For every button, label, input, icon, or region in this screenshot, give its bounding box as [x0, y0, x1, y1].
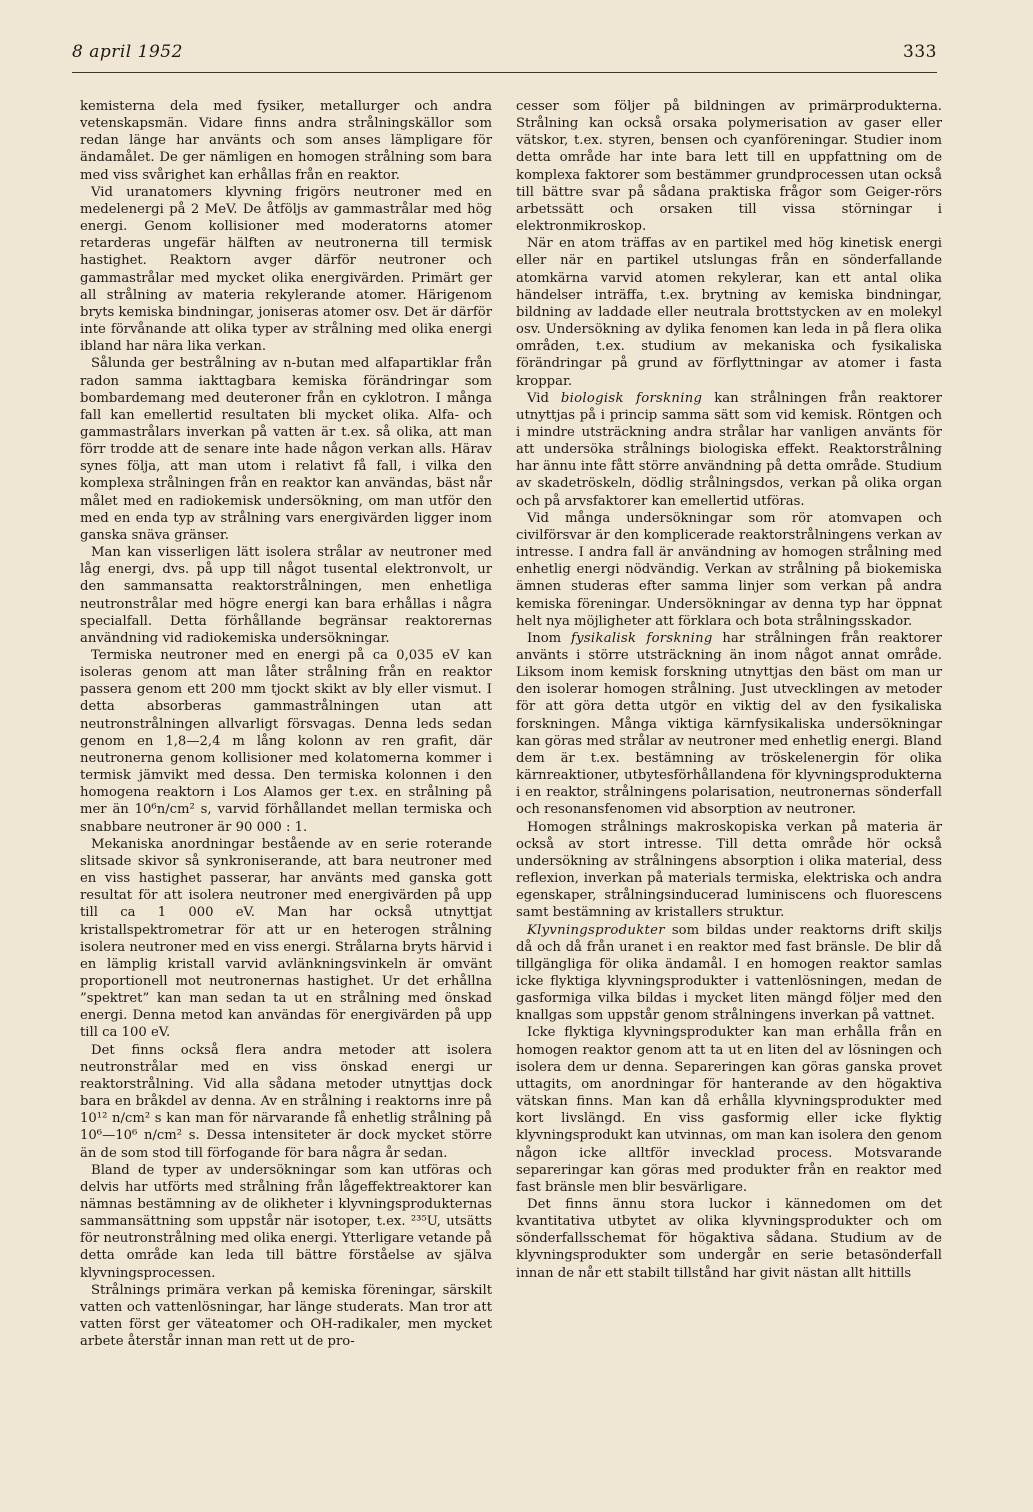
paragraph: Sålunda ger bestrålning av n-butan med alfapartiklar från radon samma iakttagbara kemiska förändringar som bombardemang med deuteroner från en cyklotron. I många fall kan emellertid resultaten bli mycket olika. Alfa- och gammastrålars inverkan på vatten är t.ex. så olika, att man förr trodde att de senare inte hade någon verkan alls. Härav synes följa, att man utom i relativt få fall, i vilka den komplexa strålningen från en reaktor kan användas, bäst når målet med en radiokemisk undersökning, om man utför den med en enda typ av strålning vars energivärden ligger inom ganska snäva gränser.: [80, 356, 492, 543]
paragraph: Det finns också flera andra metoder att isolera neutronstrålar med en viss önskad energi ur reaktorstrålning. Vid alla sådana metoder utnyttjas dock bara en bråkdel av denna. Av en strålning i reaktorns inre på 10¹² n/cm² s kan man för närvarande få enhetlig strålning på 10⁶—10⁶ n/cm² s. Dessa intensiteter är dock mycket större än de som stod till förfogande för bara några år sedan.: [80, 1042, 492, 1161]
paragraph: cesser som följer på bildningen av primärprodukterna. Strålning kan också orsaka polymerisation av gaser eller vätskor, t.ex. styren, bensen och cyanföreningar. Studier inom detta område har inte bara lett till en uppfattning om de komplexa faktorer som bestämmer grundprocessen utan också till bättre svar på sådana praktiska frågor som Geiger-rörs arbetssätt och orsaken till vissa störningar i elektronmikroskop.: [516, 99, 942, 235]
page-header: [72, 42, 937, 73]
paragraph-body: som bildas under reaktorns drift skiljs då och då från uranet i en reaktor med fast bränsle. De blir då tillgängliga för olika ändamål. I en homogen reaktor samlas icke flyktiga klyvningsprodukter i vattenlösningen, medan de gasformiga vilka bildas i mycket liten mängd följer med den knallgas som uppstår genom strålningens inverkan på vattnet.: [516, 922, 942, 1024]
paragraph: Vid uranatomers klyvning frigörs neutroner med en medelenergi på 2 MeV. De åtföljs av gammastrålar med hög energi. Genom kollisioner med moderatorns atomer retarderas ungefär hälften av neutronerna till termisk hastighet. Reaktorn avger därför neutroner och gammastrålar med mycket olika energivärden. Primärt ger all strålning av materia rekylerande atomer. Härigenom bryts kemiska bindningar, joniseras atomer osv. Det är därför inte förvånande att olika typer av strålning med olika energi ibland har nära lika verkan.: [80, 184, 492, 355]
left-column: [80, 98, 492, 1350]
paragraph-klyvningsprodukter: [516, 922, 942, 1025]
issue-date: 8 april 1952: [72, 42, 183, 62]
italic-term: Klyvningsprodukter: [527, 922, 665, 938]
paragraph-lead: Inom: [527, 630, 571, 646]
paragraph: kemisterna dela med fysiker, metallurger och andra vetenskapsmän. Vidare finns andra strålningskällor som redan länge har använts och som anses lämpligare för ändamålet. De ger nämligen en homogen strålning som bara med viss svårighet kan erhållas från en reaktor.: [80, 99, 492, 183]
paragraph: Bland de typer av undersökningar som kan utföras och delvis har utförts med strålning från lågeffektreaktorer kan nämnas bestämning av de olikheter i klyvningsprodukternas sammansättning som uppstår när isotoper, t.ex. ²³⁵U, utsätts för neutronstrålning med olika energi. Ytterligare vetande på detta område kan leda till bättre förståelse av själva klyvningsprocessen.: [80, 1162, 492, 1281]
paragraph: Strålnings primära verkan på kemiska föreningar, särskilt vatten och vattenlösningar, har länge studerats. Man tror att vatten först ger väteatomer och OH-radikaler, men mycket arbete återstår innan man rett ut de pro-: [80, 1282, 492, 1350]
paragraph: Vid många undersökningar som rör atomvapen och civilförsvar är den komplicerade reaktorstrålningens verkan av intresse. I andra fall är användning av homogen strålning med enhetlig energi nödvändig. Verkan av strålning på biokemiska ämnen studeras efter samma linjer som verkan på andra kemiska föreningar. Undersökningar av denna typ har öppnat helt nya möjligheter att förklara och bota strålningsskador.: [516, 510, 942, 629]
paragraph-biologisk-forskning: [516, 390, 942, 510]
paragraph: När en atom träffas av en partikel med hög kinetisk energi eller när en partikel utslungas från en sönderfallande atomkärna varvid atomen rekylerar, kan ett antal olika händelser inträffa, t.ex. brytning av kemiska bindningar, bildning av laddade eller neutrala brottstycken av en molekyl osv. Undersökning av dylika fenomen kan leda in på flera olika områden, t.ex. studium av mekaniska och fysikaliska förändringar på grund av förflyttningar av atomer i fasta kroppar.: [516, 236, 942, 389]
paragraph-body: har strålningen från reaktorer använts i större utsträckning än inom något annat område. Liksom inom kemisk forskning utnyttjas den bäst om man ur den isolerar homogen strålning. Just utvecklingen av metoder för att göra detta utgör en viktig del av den fysikaliska forskningen. Många viktiga kärnfysikaliska undersökningar kan göras med strålar av neutroner med enhetlig energi. Bland dem är t.ex. bestämning av tröskelenergin för olika kärnreaktioner, utbytesförhållandena för klyvningsprodukterna i en reaktor, strålningens polarisation, neutronernas sönderfall och resonansfenomen vid absorption av neutroner.: [516, 630, 942, 818]
paragraph: Det finns ännu stora luckor i kännedomen om det kvantitativa utbytet av olika klyvningsprodukter och om sönderfallsschemat för högaktiva sådana. Studium av de klyvningsprodukter som undergår en serie betasönderfall innan de når ett stabilt tillstånd har givit nästan allt hittills: [516, 1197, 942, 1281]
paragraph-fysikalisk-forskning: [516, 630, 942, 819]
italic-term: fysikalisk forskning: [570, 630, 713, 646]
paragraph: Icke flyktiga klyvningsprodukter kan man erhålla från en homogen reaktor genom att ta ut en liten del av lösningen och isolera dem ur denna. Separeringen kan göras ganska provet uttagits, om anordningar för hanterande av den högaktiva vätskan finns. Man kan då erhålla klyvningsprodukter med kort livslängd. En viss gasformig eller icke flyktig klyvningsprodukt kan utvinnas, om man kan isolera den genom någon icke alltför invecklad process. Motsvarande separeringar kan göras med produkter från en reaktor med fast bränsle men blir besvärligare.: [516, 1025, 942, 1195]
right-column: [516, 98, 942, 1282]
italic-term: biologisk forskning: [560, 390, 703, 406]
paragraph: Termiska neutroner med en energi på ca 0,035 eV kan isoleras genom att man låter strålning från en reaktor passera genom ett 200 mm tjockt skikt av bly eller vismut. I detta absorberas gammastrålningen utan att neutronstrålningen allvarligt försvagas. Denna leds sedan genom en 1,8—2,4 m lång kolonn av ren grafit, där neutronerna genom kollisioner med kolatomerna kommer i termisk jämvikt med dessa. Den termiska kolonnen i den homogena reaktorn i Los Alamos ger t.ex. en strålning på mer än 10⁶n/cm² s, varvid förhållandet mellan termiska och snabbare neutroner är 90 000 : 1.: [80, 648, 492, 835]
paragraph: Homogen strålnings makroskopiska verkan på materia är också av stort intresse. Till detta område hör också undersökning av strålningens absorption i olika material, dess reflexion, inverkan på materials termiska, elektriska och andra egenskaper, strålningsinducerad luminiscens och fluorescens samt bestämning av kristallers struktur.: [516, 819, 942, 921]
paragraph: Man kan visserligen lätt isolera strålar av neutroner med låg energi, dvs. på upp till något tusental elektronvolt, ur den sammansatta reaktorstrålningen, men enhetliga neutronstrålar med högre energi kan bara erhållas i några specialfall. Detta förhållande begränsar reaktorernas användning vid radiokemiska undersökningar.: [80, 545, 492, 646]
paragraph: Mekaniska anordningar bestående av en serie roterande slitsade skivor så synkroniserande, att bara neutroner med en viss hastighet passerar, har använts med ganska gott resultat för att isolera neutroner med energivärden på upp till ca 1 000 eV. Man har också utnyttjat kristallspektrometrar för att ur en heterogen strålning isolera neutroner med en viss energi. Strålarna bryts härvid i en lämplig kristall varvid avlänkningsvinkeln är omvänt proportionell mot neutronernas hastighet. Ur det erhållna ”spektret” kan man sedan ta ut en strålning med önskad energi. Denna metod kan användas för energivärden på upp till ca 100 eV.: [80, 836, 492, 1041]
paragraph-body: kan strålningen från reaktorer utnyttjas på i princip samma sätt som vid kemisk. Röntgen och i mindre utsträckning andra strålar har vanligen använts för att undersöka strålnings biologiska effekt. Reaktorstrålning har ännu inte fått större användning på detta område. Studium av skadetröskeln, dödlig strålningsdos, verkan på olika organ och på arvsfaktorer kan emellertid utföras.: [516, 390, 942, 509]
paragraph-lead: Vid: [527, 390, 561, 406]
page-number: 333: [903, 42, 937, 62]
